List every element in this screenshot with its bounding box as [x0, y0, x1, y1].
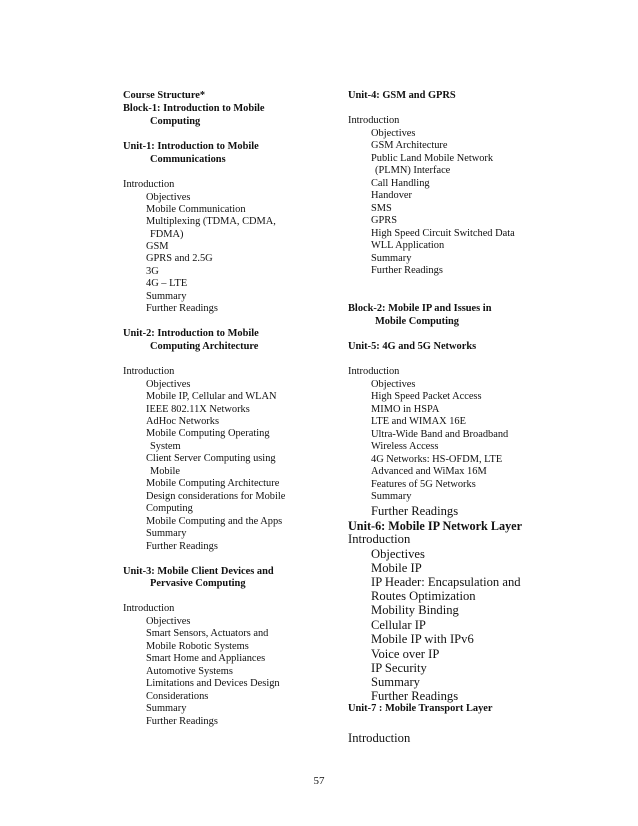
- toc-entry: Introduction: [348, 366, 400, 377]
- toc-entry: Mobile Robotic Systems: [146, 641, 249, 652]
- toc-entry: GSM: [146, 241, 169, 252]
- toc-entry: Further Readings: [371, 504, 459, 518]
- section-heading: Unit-6: Mobile IP Network Layer: [348, 519, 522, 533]
- section-heading: Pervasive Computing: [150, 578, 246, 589]
- toc-entry: Further Readings: [146, 541, 218, 552]
- toc-entry: WLL Application: [371, 240, 445, 251]
- section-heading: Unit-4: GSM and GPRS: [348, 90, 456, 101]
- section-heading: Unit-7 : Mobile Transport Layer: [348, 703, 493, 714]
- section-heading: Block-1: Introduction to Mobile: [123, 103, 265, 114]
- toc-entry: Voice over IP: [371, 647, 440, 661]
- toc-entry: GPRS: [371, 215, 397, 226]
- toc-entry: Call Handling: [371, 178, 430, 189]
- toc-entry: Advanced and WiMax 16M: [371, 466, 487, 477]
- toc-entry: High Speed Circuit Switched Data: [371, 228, 515, 239]
- toc-entry: FDMA): [150, 229, 184, 240]
- section-heading: Unit-2: Introduction to Mobile: [123, 328, 259, 339]
- toc-entry: SMS: [371, 203, 392, 214]
- toc-entry: Mobile IP, Cellular and WLAN: [146, 391, 277, 402]
- toc-entry: 4G Networks: HS-OFDM, LTE: [371, 454, 503, 465]
- toc-entry: Objectives: [371, 128, 416, 139]
- toc-entry: System: [150, 441, 181, 452]
- toc-entry: Mobile IP with IPv6: [371, 632, 474, 646]
- toc-entry: Mobility Binding: [371, 603, 459, 617]
- toc-entry: IP Security: [371, 661, 427, 675]
- toc-entry: Objectives: [146, 192, 191, 203]
- toc-entry: Introduction: [123, 603, 175, 614]
- toc-entry: Further Readings: [371, 689, 459, 703]
- toc-entry: GPRS and 2.5G: [146, 253, 213, 264]
- toc-entry: 3G: [146, 266, 159, 277]
- toc-entry: GSM Architecture: [371, 140, 448, 151]
- section-heading: Unit-1: Introduction to Mobile: [123, 141, 259, 152]
- toc-entry: Objectives: [146, 379, 191, 390]
- toc-entry: Smart Sensors, Actuators and: [146, 628, 269, 639]
- toc-entry: Smart Home and Appliances: [146, 653, 266, 664]
- toc-entry: Features of 5G Networks: [371, 479, 476, 490]
- section-heading: Communications: [150, 154, 226, 165]
- section-heading: Unit-5: 4G and 5G Networks: [348, 341, 477, 352]
- section-heading: Block-2: Mobile IP and Issues in: [348, 303, 492, 314]
- toc-entry: Routes Optimization: [371, 589, 476, 603]
- toc-entry: Further Readings: [371, 265, 443, 276]
- toc-entry: 4G – LTE: [146, 278, 188, 289]
- toc-entry: Objectives: [371, 547, 425, 561]
- toc-entry: Summary: [146, 703, 187, 714]
- toc-entry: Mobile Computing and the Apps: [146, 516, 283, 527]
- toc-entry: Summary: [146, 291, 187, 302]
- toc-entry: High Speed Packet Access: [371, 391, 482, 402]
- toc-entry: Mobile Communication: [146, 204, 246, 215]
- toc-entry: LTE and WIMAX 16E: [371, 416, 466, 427]
- toc-entry: IEEE 802.11X Networks: [146, 404, 250, 415]
- toc-entry: Summary: [371, 491, 412, 502]
- toc-entry: AdHoc Networks: [146, 416, 220, 427]
- toc-entry: Introduction: [348, 731, 411, 745]
- toc-entry: (PLMN) Interface: [375, 165, 451, 176]
- toc-entry: Mobile Computing Architecture: [146, 478, 280, 489]
- toc-entry: Introduction: [348, 115, 400, 126]
- toc-entry: Objectives: [146, 616, 191, 627]
- toc-entry: Introduction: [348, 532, 411, 546]
- toc-entry: Ultra-Wide Band and Broadband: [371, 429, 509, 440]
- toc-entry: Computing: [146, 503, 193, 514]
- toc-entry: Wireless Access: [371, 441, 439, 452]
- page-number: 57: [313, 775, 325, 787]
- toc-entry: Automotive Systems: [146, 666, 233, 677]
- toc-entry: Considerations: [146, 691, 209, 702]
- toc-entry: Introduction: [123, 366, 175, 377]
- toc-entry: Client Server Computing using: [146, 453, 276, 464]
- toc-entry: Further Readings: [146, 716, 218, 727]
- toc-entry: Summary: [371, 253, 412, 264]
- toc-entry: Objectives: [371, 379, 416, 390]
- toc-entry: Mobile IP: [371, 561, 422, 575]
- toc-entry: Cellular IP: [371, 618, 426, 632]
- section-heading: Computing: [150, 116, 201, 127]
- toc-entry: Mobile Computing Operating: [146, 428, 270, 439]
- toc-entry: Limitations and Devices Design: [146, 678, 280, 689]
- toc-entry: Public Land Mobile Network: [371, 153, 494, 164]
- toc-entry: IP Header: Encapsulation and: [371, 575, 521, 589]
- toc-entry: Handover: [371, 190, 412, 201]
- toc-entry: Introduction: [123, 179, 175, 190]
- section-heading: Mobile Computing: [375, 316, 459, 327]
- toc-entry: Design considerations for Mobile: [146, 491, 286, 502]
- toc-entry: MIMO in HSPA: [371, 404, 440, 415]
- section-heading: Computing Architecture: [150, 341, 259, 352]
- toc-entry: Multiplexing (TDMA, CDMA,: [146, 216, 276, 227]
- section-heading: Unit-3: Mobile Client Devices and: [123, 566, 274, 577]
- toc-entry: Summary: [371, 675, 420, 689]
- section-heading: Course Structure*: [123, 90, 206, 101]
- toc-entry: Mobile: [150, 466, 181, 477]
- toc-entry: Summary: [146, 528, 187, 539]
- toc-entry: Further Readings: [146, 303, 218, 314]
